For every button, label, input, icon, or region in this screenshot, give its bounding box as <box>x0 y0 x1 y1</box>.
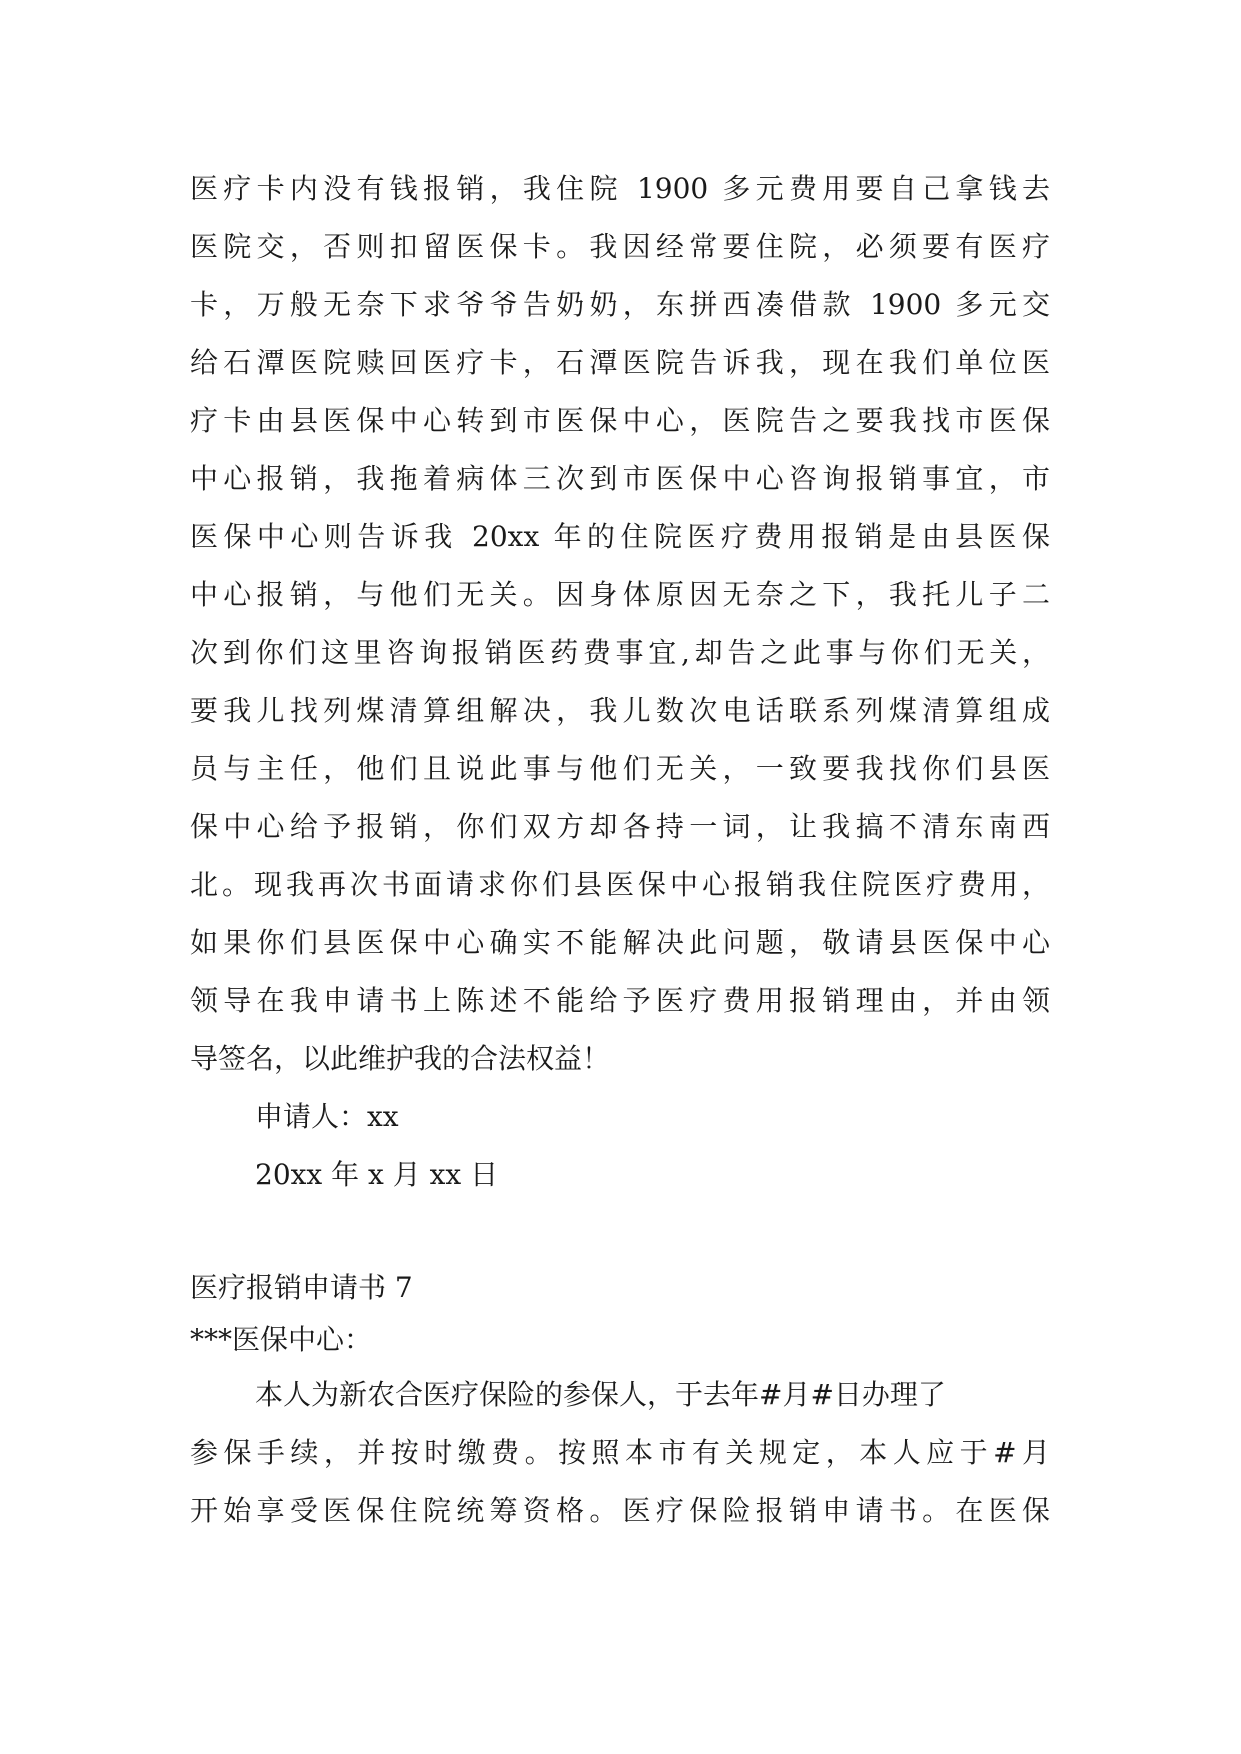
paragraph-complaint <box>190 160 1050 1088</box>
text-line: 参保手续，并按时缴费。按照本市有关规定，本人应于#月 <box>190 1436 1050 1469</box>
text-line: 医疗卡内没有钱报销，我住院 1900 多元费用要自己拿钱去 <box>190 172 1050 205</box>
text-line: 卡，万般无奈下求爷爷告奶奶，东拼西凑借款 1900 多元交 <box>190 288 1050 321</box>
text-line: 员与主任，他们且说此事与他们无关，一致要我找你们县医 <box>190 752 1050 785</box>
paragraph-application <box>190 1366 1050 1540</box>
text-line: 中心报销，我拖着病体三次到市医保中心咨询报销事宜，市 <box>190 462 1050 495</box>
text-line: 疗卡由县医保中心转到市医保中心，医院告之要我找市医保 <box>190 404 1050 437</box>
text-line: 如果你们县医保中心确实不能解决此问题，敬请县医保中心 <box>190 926 1050 959</box>
text-line: 要我儿找列煤清算组解决，我儿数次电话联系列煤清算组成 <box>190 694 1050 727</box>
text-line: 导签名，以此维护我的合法权益！ <box>190 1042 611 1075</box>
text-line: 保中心给予报销，你们双方却各持一词，让我搞不清东南西 <box>190 810 1050 843</box>
text-line: 医院交，否则扣留医保卡。我因经常要住院，必须要有医疗 <box>190 230 1050 263</box>
signature-date: 20xx 年 x 月 xx 日 <box>255 1158 499 1191</box>
salutation: ***医保中心： <box>190 1323 373 1356</box>
section-title: 医疗报销申请书 7 <box>190 1271 413 1304</box>
text-line: 中心报销，与他们无关。因身体原因无奈之下，我托儿子二 <box>190 578 1050 611</box>
text-line: 次到你们这里咨询报销医药费事宜,却告之此事与你们无关， <box>190 636 1050 669</box>
text-line: 领导在我申请书上陈述不能给予医疗费用报销理由，并由领 <box>190 984 1050 1017</box>
text-line: 医保中心则告诉我 20xx 年的住院医疗费用报销是由县医保 <box>190 520 1050 553</box>
text-line: 给石潭医院赎回医疗卡，石潭医院告诉我，现在我们单位医 <box>190 346 1050 379</box>
spacer <box>190 1204 1050 1262</box>
text-line: 北。现我再次书面请求你们县医保中心报销我住院医疗费用， <box>190 868 1050 901</box>
applicant-signature: 申请人：xx <box>255 1100 399 1133</box>
text-line: 开始享受医保住院统筹资格。医疗保险报销申请书。在医保 <box>190 1494 1050 1527</box>
document-body <box>190 160 1050 1540</box>
text-line: 本人为新农合医疗保险的参保人，于去年#月#日办理了 <box>255 1378 946 1411</box>
